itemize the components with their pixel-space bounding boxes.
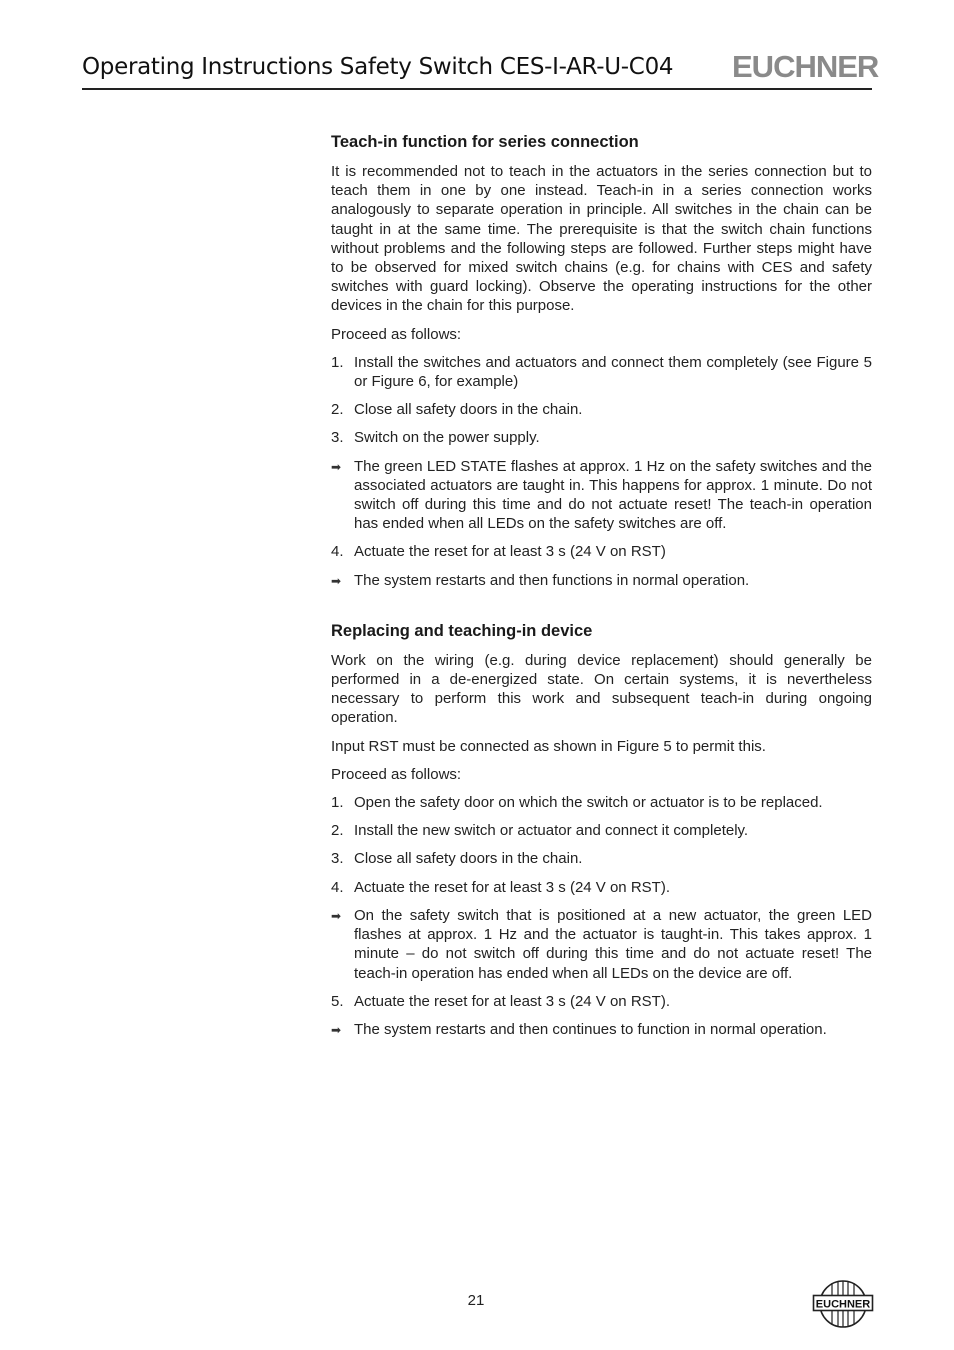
result-item [331, 906, 872, 983]
step-item [331, 878, 872, 897]
item-text: Close all safety doors in the chain. [354, 850, 583, 868]
item-text: Actuate the reset for at least 3 s (24 V on RST) [354, 543, 666, 561]
item-text: Install the new switch or actuator and connect it completely. [354, 822, 749, 840]
step-number: 1. [331, 794, 344, 812]
step-list [331, 793, 872, 1040]
result-item [331, 1020, 872, 1040]
step-number: 3. [331, 429, 344, 447]
document-title: Operating Instructions Safety Switch CES-I-AR-U-C04 [82, 54, 674, 80]
header-divider [82, 88, 872, 90]
step-item [331, 821, 872, 840]
arrow-right-icon: ➡ [331, 459, 342, 474]
paragraph: It is recommended not to teach in the actuators in the series connection but to teach them in one by one instead. Teach-in in a series connection works analogously to separate operation in principle. All switches in the chain can be taught in at the same time. The prerequisite is that the switch chain functions without problems and the following steps are followed. Further steps might have to be observed for mixed switch chains (e.g. for chains with CES and safety switches with guard locking). Observe the operating instructions for the other devices in the chain for this purpose. [331, 163, 872, 315]
badge-text: EUCHNER [815, 1298, 871, 1311]
step-item [331, 400, 872, 419]
item-text: The green LED STATE flashes at approx. 1 Hz on the safety switches and the associated actuators are taught in. This happens for approx. 1 minute. Do not switch off during this time and do not actuate reset! The teach-in operation has ended when all LEDs on the safety switches are off. [354, 457, 872, 533]
section-heading: Replacing and teaching-in device [331, 621, 593, 640]
step-item [331, 793, 872, 812]
item-text: The system restarts and then continues to function in normal operation. [354, 1020, 827, 1038]
step-number: 3. [331, 850, 344, 868]
item-text: Actuate the reset for at least 3 s (24 V on RST). [354, 878, 670, 896]
result-item [331, 571, 872, 591]
arrow-right-icon: ➡ [331, 573, 342, 588]
step-number: 2. [331, 401, 344, 419]
item-text: Install the switches and actuators and connect them completely (see Figure 5 or Figure 6, for example) [354, 353, 872, 391]
step-item [331, 428, 872, 447]
paragraph: Proceed as follows: [331, 325, 462, 343]
item-text: Switch on the power supply. [354, 429, 540, 447]
item-text: Close all safety doors in the chain. [354, 401, 583, 419]
item-text: The system restarts and then functions in normal operation. [354, 571, 750, 589]
arrow-right-icon: ➡ [331, 908, 342, 923]
step-item [331, 542, 872, 561]
item-text: On the safety switch that is positioned at a new actuator, the green LED flashes at approx. 1 Hz and the actuator is taught-in. This takes approx. 1 minute – do not switch off during this time and do not actuate reset! The teach-in operation has ended when all LEDs on the device are off. [354, 906, 872, 982]
step-number: 2. [331, 822, 344, 840]
page-number: 21 [467, 1292, 485, 1309]
section-series-teach-in [331, 131, 872, 591]
section-heading: Teach-in function for series connection [331, 133, 639, 151]
item-text: Open the safety door on which the switch or actuator is to be replaced. [354, 794, 823, 812]
step-number: 5. [331, 992, 344, 1010]
paragraph: Input RST must be connected as shown in Figure 5 to permit this. [331, 737, 766, 755]
step-list [331, 353, 872, 591]
paragraph: Proceed as follows: [331, 765, 462, 783]
item-text: Actuate the reset for at least 3 s (24 V on RST). [354, 992, 670, 1010]
step-item [331, 992, 872, 1011]
result-item [331, 457, 872, 534]
brand-logo: EUCHNER [732, 49, 879, 84]
step-number: 4. [331, 878, 344, 896]
euchner-badge-logo [812, 1278, 874, 1330]
step-number: 4. [331, 543, 344, 561]
arrow-right-icon: ➡ [331, 1022, 342, 1037]
main-content [331, 131, 872, 1049]
paragraph: Work on the wiring (e.g. during device replacement) should generally be performed in a de-energized state. On certain systems, it is nevertheless necessary to perform this work and subsequent teach-in during ongoing operation. [331, 651, 872, 727]
step-number: 1. [331, 353, 344, 371]
step-item [331, 849, 872, 868]
section-replacing-device [331, 620, 872, 1040]
step-item [331, 353, 872, 391]
